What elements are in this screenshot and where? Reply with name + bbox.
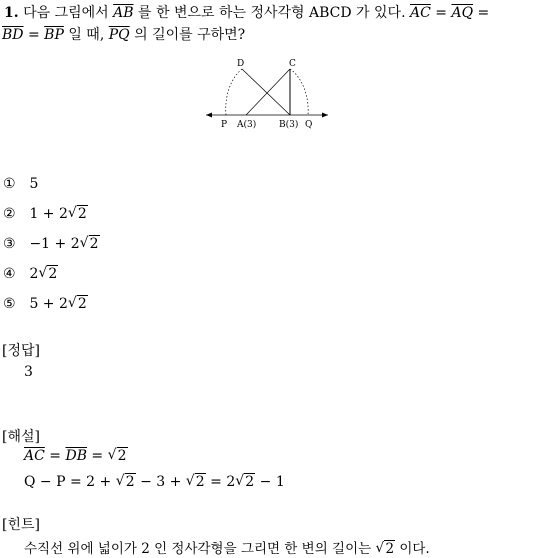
segment-pq: $\overline{PQ}$	[108, 27, 130, 43]
radicand: 2	[117, 448, 127, 464]
explanation-heading: [해설]	[2, 429, 40, 445]
choice-text: 5 + 2	[29, 296, 68, 312]
hint-heading: [힌트]	[2, 517, 40, 533]
segment-aq: $\overline{AQ}$	[451, 5, 474, 21]
sqrt-symbol	[68, 296, 88, 312]
radicand: 2	[77, 296, 87, 312]
choice-text: 1 + 2	[29, 206, 68, 222]
radicand: 2	[48, 266, 58, 282]
equals-sign: =	[86, 448, 108, 464]
question-number: 1.	[4, 5, 19, 21]
hint-text	[24, 537, 430, 557]
question-mid2: 일 때,	[68, 27, 105, 43]
right-arrow-icon	[322, 113, 328, 118]
choice-marker: ②	[3, 206, 16, 222]
answer-heading: [정답]	[2, 343, 40, 359]
segment-db: $\overline{DB}$	[65, 448, 87, 464]
expr-part: Q − P = 2 +	[24, 474, 116, 490]
equals-sign: =	[435, 5, 448, 21]
diagonal-db	[242, 69, 290, 115]
radicand: 2	[195, 474, 205, 490]
choice-4	[3, 266, 58, 282]
hint-pre: 수직선 위에 넓이가 2 인 정사각형을 그리면 한 변의 길이는	[24, 541, 372, 557]
expr-part: − 1	[255, 474, 285, 490]
explanation-line-1	[24, 448, 128, 464]
sqrt-symbol	[186, 474, 206, 490]
choice-1	[3, 176, 38, 192]
diagonal-ac	[246, 69, 290, 115]
sqrt-symbol	[80, 236, 100, 252]
arc-ac-to-q	[290, 69, 308, 115]
label-q: Q	[305, 120, 313, 130]
choice-text: −1 + 2	[29, 236, 80, 252]
label-c: C	[289, 59, 296, 69]
choice-5	[3, 296, 88, 312]
equals-sign: =	[44, 448, 66, 464]
equals-sign: =	[27, 27, 40, 43]
label-a: A(3)	[237, 120, 257, 130]
question-tail: 의 길이를 구하면?	[134, 27, 246, 43]
explanation-line-2	[24, 474, 285, 490]
expr-part: = 2	[205, 474, 236, 490]
sqrt-symbol	[108, 448, 128, 464]
hint-post: 이다.	[399, 541, 430, 557]
segment-bd: $\overline{BD}$	[2, 27, 24, 43]
sqrt-symbol	[375, 541, 395, 557]
choice-marker: ④	[3, 266, 16, 282]
label-p: P	[221, 120, 228, 130]
sqrt-symbol	[38, 266, 58, 282]
radicand: 2	[77, 206, 87, 222]
label-d: D	[237, 59, 245, 69]
question-mid1: 를 한 변으로 하는 정사각형 ABCD 가 있다.	[138, 5, 406, 21]
choice-marker: ①	[3, 176, 16, 192]
equals-sign: =	[477, 5, 490, 21]
choice-2	[3, 206, 88, 222]
radicand: 2	[385, 541, 395, 557]
sqrt-symbol	[235, 474, 255, 490]
choice-text: 2	[29, 266, 39, 282]
expr-part: − 3 +	[135, 474, 186, 490]
left-arrow-icon	[206, 113, 212, 118]
question-intro: 다음 그림에서	[23, 5, 109, 21]
choice-text: 5	[29, 176, 39, 192]
sqrt-symbol	[68, 206, 88, 222]
answer-value: 3	[24, 364, 33, 380]
geometry-figure	[200, 55, 334, 135]
choice-3	[3, 236, 100, 252]
segment-ac: $\overline{AC}$	[24, 448, 45, 464]
segment-ab: $\overline{AB}$	[113, 5, 134, 21]
segment-bp: $\overline{BP}$	[44, 27, 64, 43]
arc-bd-to-p	[226, 69, 242, 115]
choice-marker: ③	[3, 236, 16, 252]
label-b: B(3)	[279, 120, 299, 130]
radicand: 2	[245, 474, 255, 490]
sqrt-symbol	[116, 474, 136, 490]
radicand: 2	[125, 474, 135, 490]
segment-ac: $\overline{AC}$	[410, 5, 431, 21]
question-line-1	[4, 2, 489, 22]
question-line-2	[2, 24, 245, 44]
radicand: 2	[89, 236, 99, 252]
choice-marker: ⑤	[3, 296, 16, 312]
